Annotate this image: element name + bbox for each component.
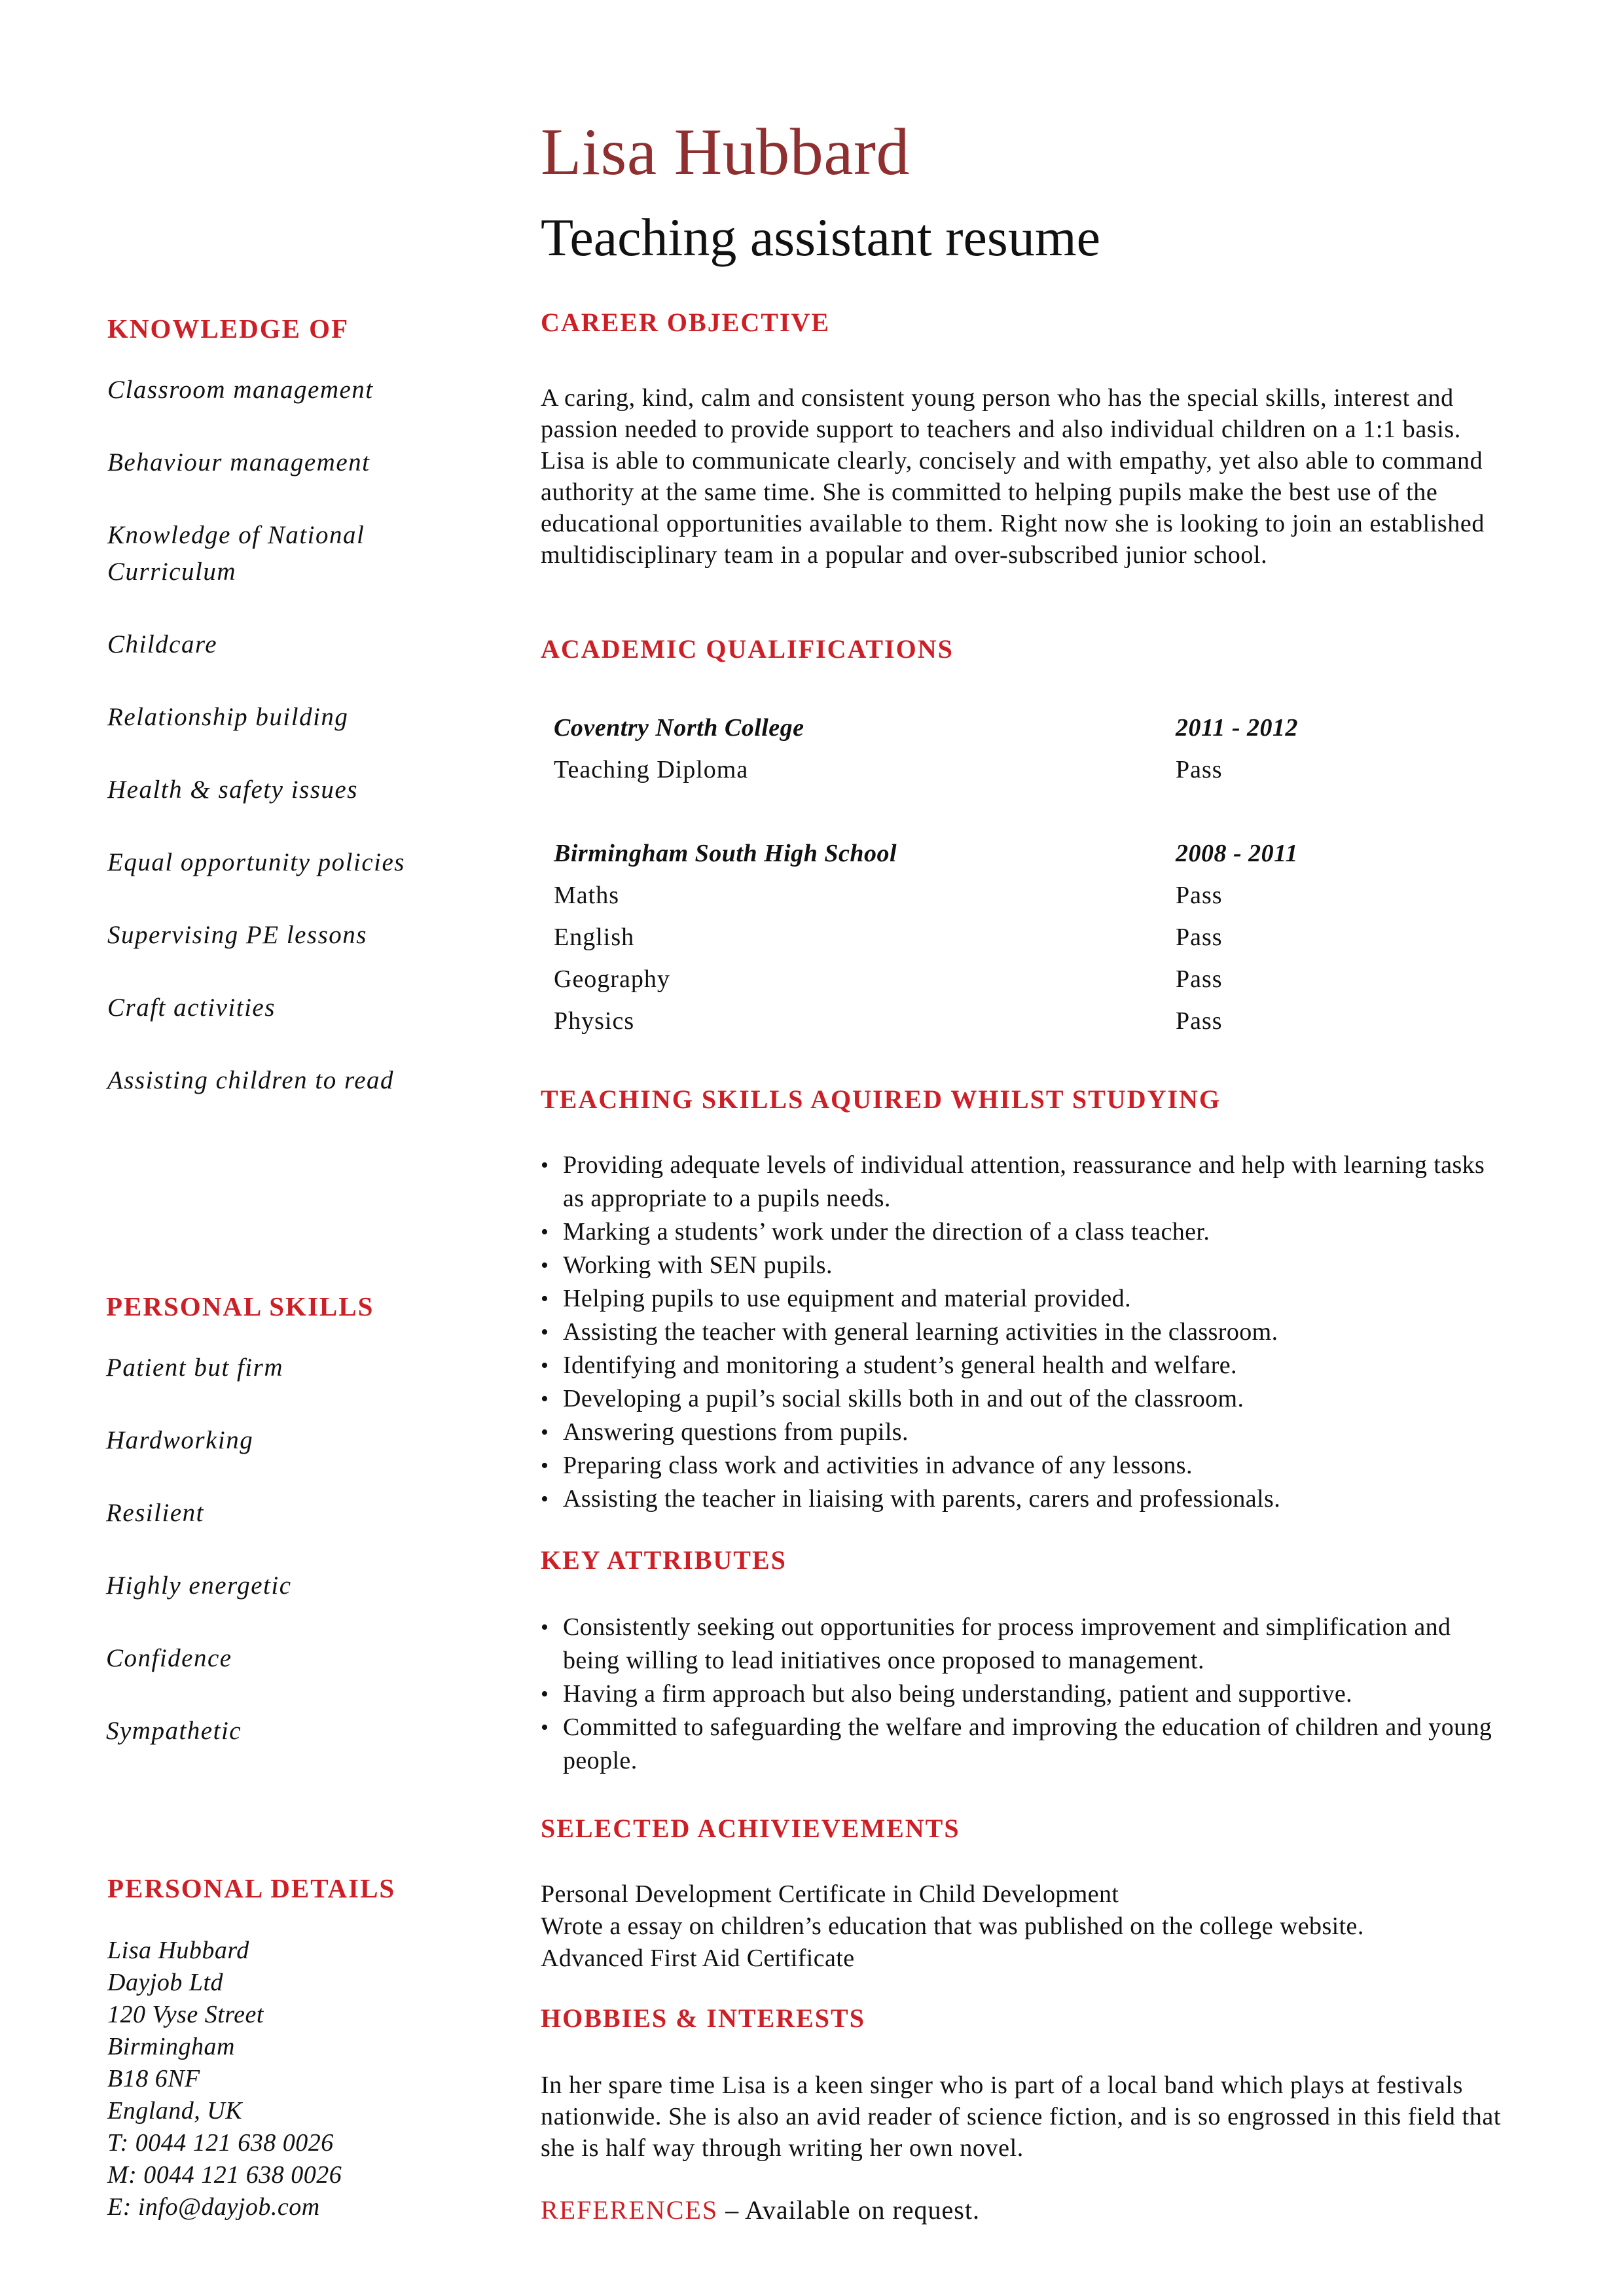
teaching-skill-item <box>541 1382 1509 1416</box>
institution-years: 2008 - 2011 <box>1176 840 1299 867</box>
bullet-icon: • <box>541 1387 549 1411</box>
personal-skill-item: Hardworking <box>106 1426 254 1454</box>
teaching-skill-text: Working with SEN pupils. <box>563 1251 833 1279</box>
teaching-skill-text: Developing a pupil’s social skills both in and out of the classroom. <box>563 1385 1244 1412</box>
bullet-icon: • <box>541 1354 549 1378</box>
institution-name: Coventry North College <box>554 714 804 742</box>
teaching-skill-text: Answering questions from pupils. <box>563 1418 909 1446</box>
achievements-heading: SELECTED ACHIVIEVEMENTS <box>541 1814 960 1843</box>
knowledge-item: Behaviour management <box>107 448 370 476</box>
qualification-result: Pass <box>1176 1007 1223 1035</box>
hobbies-heading: HOBBIES & INTERESTS <box>541 2003 865 2033</box>
teaching-skill-item <box>541 1282 1509 1316</box>
achievement-item: Personal Development Certificate in Child Development <box>541 1880 1119 1908</box>
qualification-result: Pass <box>1176 756 1223 783</box>
teaching-skill-text: Preparing class work and activities in advance of any lessons. <box>563 1452 1193 1479</box>
resume-name: Lisa Hubbard <box>541 115 911 189</box>
personal-skill-item: Sympathetic <box>106 1717 242 1745</box>
details-street: 120 Vyse Street <box>107 2001 264 2028</box>
details-telephone: T: 0044 121 638 0026 <box>107 2129 334 2157</box>
bullet-icon: • <box>541 1287 549 1311</box>
knowledge-section <box>107 315 474 1135</box>
achievement-item: Wrote a essay on children’s education that was published on the college website. <box>541 1912 1364 1940</box>
details-country: England, UK <box>107 2097 243 2125</box>
teaching-skill-text: Providing adequate levels of individual attention, reassurance and help with learning tasks as appropriate to a pupils needs. <box>563 1151 1485 1212</box>
details-name: Lisa Hubbard <box>107 1937 249 1964</box>
qualification-result: Pass <box>1176 965 1223 993</box>
teaching-skill-text: Identifying and monitoring a student’s general health and welfare. <box>563 1352 1237 1379</box>
personal-details-section <box>107 1875 474 2223</box>
personal-skills-section <box>106 1293 473 1785</box>
qualification-row <box>554 916 1470 958</box>
bullet-icon: • <box>541 1682 549 1706</box>
knowledge-item: Relationship building <box>107 703 349 731</box>
key-attributes-heading: KEY ATTRIBUTES <box>541 1545 787 1575</box>
knowledge-list <box>107 372 474 1099</box>
bullet-icon: • <box>541 1420 549 1444</box>
institution-name: Birmingham South High School <box>554 840 897 867</box>
personal-skills-heading: PERSONAL SKILLS <box>106 1291 374 1321</box>
teaching-skills-list <box>541 1149 1509 1516</box>
qualification-subject: English <box>554 924 635 951</box>
knowledge-item: Craft activities <box>107 994 276 1022</box>
qualification-result: Pass <box>1176 882 1223 909</box>
knowledge-item: Assisting children to read <box>107 1066 395 1094</box>
qualification-subject: Physics <box>554 1007 635 1035</box>
achievements-list <box>541 1878 1509 1975</box>
details-mobile: M: 0044 121 638 0026 <box>107 2161 342 2189</box>
references-line <box>541 2197 1509 2223</box>
qualifications-table <box>554 707 1470 1042</box>
references-label: REFERENCES <box>541 2195 719 2225</box>
key-attribute-text: Having a firm approach but also being understanding, patient and supportive. <box>563 1680 1352 1708</box>
qualification-row <box>554 958 1470 1000</box>
teaching-skill-text: Assisting the teacher in liaising with parents, carers and professionals. <box>563 1485 1281 1513</box>
key-attribute-text: Consistently seeking out opportunities for process improvement and simplification and being willing to lead initiatives once proposed to management. <box>563 1613 1451 1674</box>
qualification-result: Pass <box>1176 924 1223 951</box>
teaching-skill-item <box>541 1349 1509 1382</box>
resume-subtitle: Teaching assistant resume <box>541 207 1100 267</box>
personal-skill-item: Confidence <box>106 1644 232 1672</box>
achievement-item: Advanced First Aid Certificate <box>541 1945 855 1972</box>
qualification-row <box>554 749 1470 791</box>
bullet-icon: • <box>541 1454 549 1478</box>
bullet-icon: • <box>541 1487 549 1511</box>
teaching-skill-text: Marking a students’ work under the direction of a class teacher. <box>563 1218 1210 1246</box>
references-text: – Available on request. <box>718 2195 980 2225</box>
bullet-icon: • <box>541 1320 549 1344</box>
teaching-skill-item <box>541 1149 1509 1215</box>
institution-row <box>554 833 1470 874</box>
hobbies-text: In her spare time Lisa is a keen singer who is part of a local band which plays at festivals nationwide. She is also an avid reader of science fiction, and is so engrossed in this field that she is half way through writing her own novel. <box>541 2072 1502 2162</box>
bullet-icon: • <box>541 1220 549 1244</box>
knowledge-item: Classroom management <box>107 376 374 404</box>
knowledge-item: Supervising PE lessons <box>107 921 367 949</box>
table-spacer <box>554 791 1470 833</box>
details-company: Dayjob Ltd <box>107 1969 224 1996</box>
personal-skills-list <box>106 1350 473 1749</box>
personal-details-heading: PERSONAL DETAILS <box>107 1873 396 1903</box>
details-postcode: B18 6NF <box>107 2065 200 2092</box>
qualification-row <box>554 1000 1470 1042</box>
details-email: E: info@dayjob.com <box>107 2193 320 2221</box>
teaching-skill-text: Assisting the teacher with general learning activities in the classroom. <box>563 1318 1278 1346</box>
teaching-skill-item <box>541 1316 1509 1349</box>
career-objective-heading: CAREER OBJECTIVE <box>541 308 831 337</box>
institution-row <box>554 707 1470 749</box>
key-attribute-text: Committed to safeguarding the welfare and improving the education of children and young people. <box>563 1713 1492 1774</box>
key-attribute-item <box>541 1611 1509 1677</box>
key-attribute-item <box>541 1677 1509 1711</box>
teaching-skills-heading: TEACHING SKILLS AQUIRED WHILST STUDYING <box>541 1085 1221 1114</box>
knowledge-heading: KNOWLEDGE OF <box>107 314 350 344</box>
details-city: Birmingham <box>107 2033 235 2060</box>
personal-skill-item: Patient but firm <box>106 1354 283 1382</box>
key-attribute-item <box>541 1711 1509 1778</box>
teaching-skill-text: Helping pupils to use equipment and material provided. <box>563 1285 1131 1312</box>
bullet-icon: • <box>541 1153 549 1177</box>
key-attributes-list <box>541 1611 1509 1778</box>
teaching-skill-item <box>541 1449 1509 1482</box>
career-objective-text: A caring, kind, calm and consistent young person who has the special skills, interest and passion needed to provide support to teachers and also individual children on a 1:1 basis. Lisa is able to communicate clearly, concisely and with empathy, yet also able to command authority at the same time. She is committed to helping pupils make the best use of the educational opportunities available to them. Right now she is looking to join an established multidisciplinary team in a popular and over-subscribed junior school. <box>541 384 1485 569</box>
knowledge-item: Knowledge of National Curriculum <box>107 521 365 586</box>
personal-details-list <box>107 1935 474 2223</box>
knowledge-item: Equal opportunity policies <box>107 848 405 876</box>
teaching-skill-item <box>541 1215 1509 1249</box>
qualification-row <box>554 874 1470 916</box>
bullet-icon: • <box>541 1253 549 1278</box>
academic-heading: ACADEMIC QUALIFICATIONS <box>541 634 954 664</box>
qualification-subject: Teaching Diploma <box>554 756 749 783</box>
teaching-skill-item <box>541 1482 1509 1516</box>
personal-skill-item: Highly energetic <box>106 1571 292 1600</box>
teaching-skill-item <box>541 1249 1509 1282</box>
personal-skill-item: Resilient <box>106 1499 204 1527</box>
bullet-icon: • <box>541 1715 549 1740</box>
teaching-skill-item <box>541 1416 1509 1449</box>
knowledge-item: Health & safety issues <box>107 776 358 804</box>
qualification-subject: Maths <box>554 882 619 909</box>
bullet-icon: • <box>541 1615 549 1640</box>
qualification-subject: Geography <box>554 965 670 993</box>
knowledge-item: Childcare <box>107 630 218 658</box>
institution-years: 2011 - 2012 <box>1176 714 1299 742</box>
